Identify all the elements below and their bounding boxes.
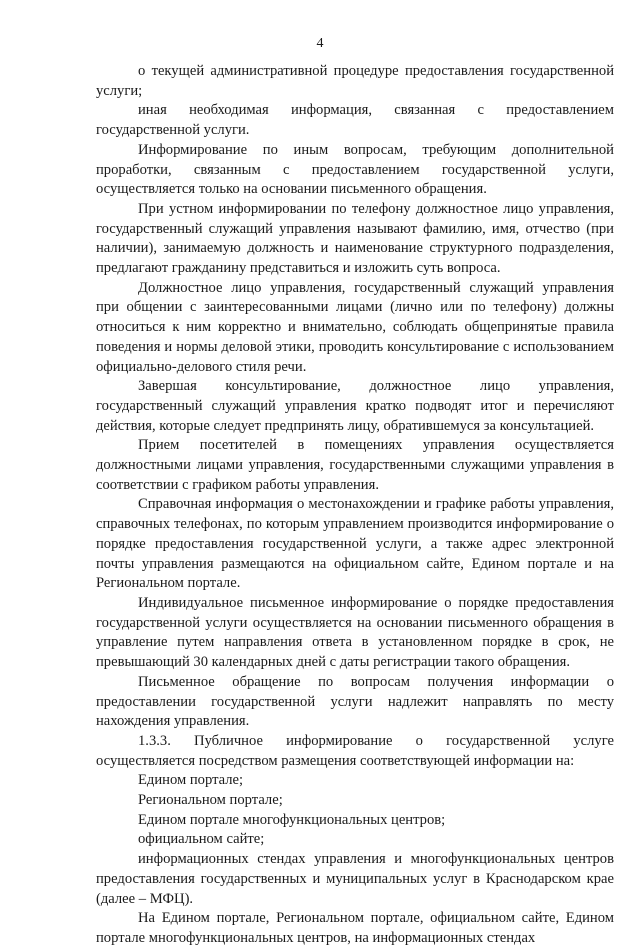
paragraph: 1.3.3. Публичное информирование о государственной услуге осуществляется посредством размещения соответствующей информации на: [96,732,614,769]
page-number: 4 [316,36,324,51]
paragraph: Информирование по иным вопросам, требующим дополнительной проработки, связанным с предоставлением государственной услуги, осуществляется только на основании письменного обращения. [96,141,614,198]
paragraph: Прием посетителей в помещениях управления осуществляется должностными лицами управления, государственными служащими управления в соответствии с графиком работы управления. [96,437,614,493]
paragraph: На Едином портале, Региональном портале, официальном сайте, Едином портале многофункциональных центров, на информационных стендах [96,910,614,946]
paragraph: Должностное лицо управления, государственный служащий управления при общении с заинтересованными лицами (лично или по телефону) должны относиться к ним корректно и внимательно, соблюдать общепринятые правила поведения и нормы деловой этики, проводить консультирование с использованием официально-делового стиля речи. [96,279,614,375]
paragraph: информационных стендах управления и многофункциональных центров предоставления государственных и муниципальных услуг в Краснодарском крае (далее – МФЦ). [96,851,614,907]
paragraph: иная необходимая информация, связанная с предоставлением государственной услуги. [96,102,614,139]
paragraph: При устном информировании по телефону должностное лицо управления, государственный служащий управления называют фамилию, имя, отчество (при наличии), занимаемую должность и наименование структурного подразделения, предлагают гражданину представиться и изложить суть вопроса. [96,200,614,277]
paragraph: Справочная информация о местонахождении и графике работы управления, справочных телефонах, по которым управлением производится информирование о порядке предоставления государственной услуги, а также адрес электронной почты управления размещаются на официальном сайте, Едином портале и на Региональном портале. [96,496,614,592]
paragraph: Завершая консультирование, должностное лицо управления, государственный служащий управления кратко подводят итог и перечисляют действия, которые следует предпринять лицу, обратившемуся за консультацией. [96,378,614,434]
list-item: Едином портале многофункциональных центров; [138,811,446,828]
list-item: официальном сайте; [138,831,265,848]
list-item: Едином портале; [138,772,244,789]
document-body [96,62,614,949]
list-item: Региональном портале; [138,792,283,809]
paragraph: Индивидуальное письменное информирование о порядке предоставления государственной услуги осуществляется на основании письменного обращения в управление путем направления ответа в установленном порядке в срок, не превышающий 30 календарных дней с даты регистрации такого обращения. [96,594,614,671]
paragraph: Письменное обращение по вопросам получения информации о предоставлении государственной услуги надлежит направлять по месту нахождения управления. [96,673,614,730]
paragraph: о текущей административной процедуре предоставления государственной услуги; [96,63,614,99]
